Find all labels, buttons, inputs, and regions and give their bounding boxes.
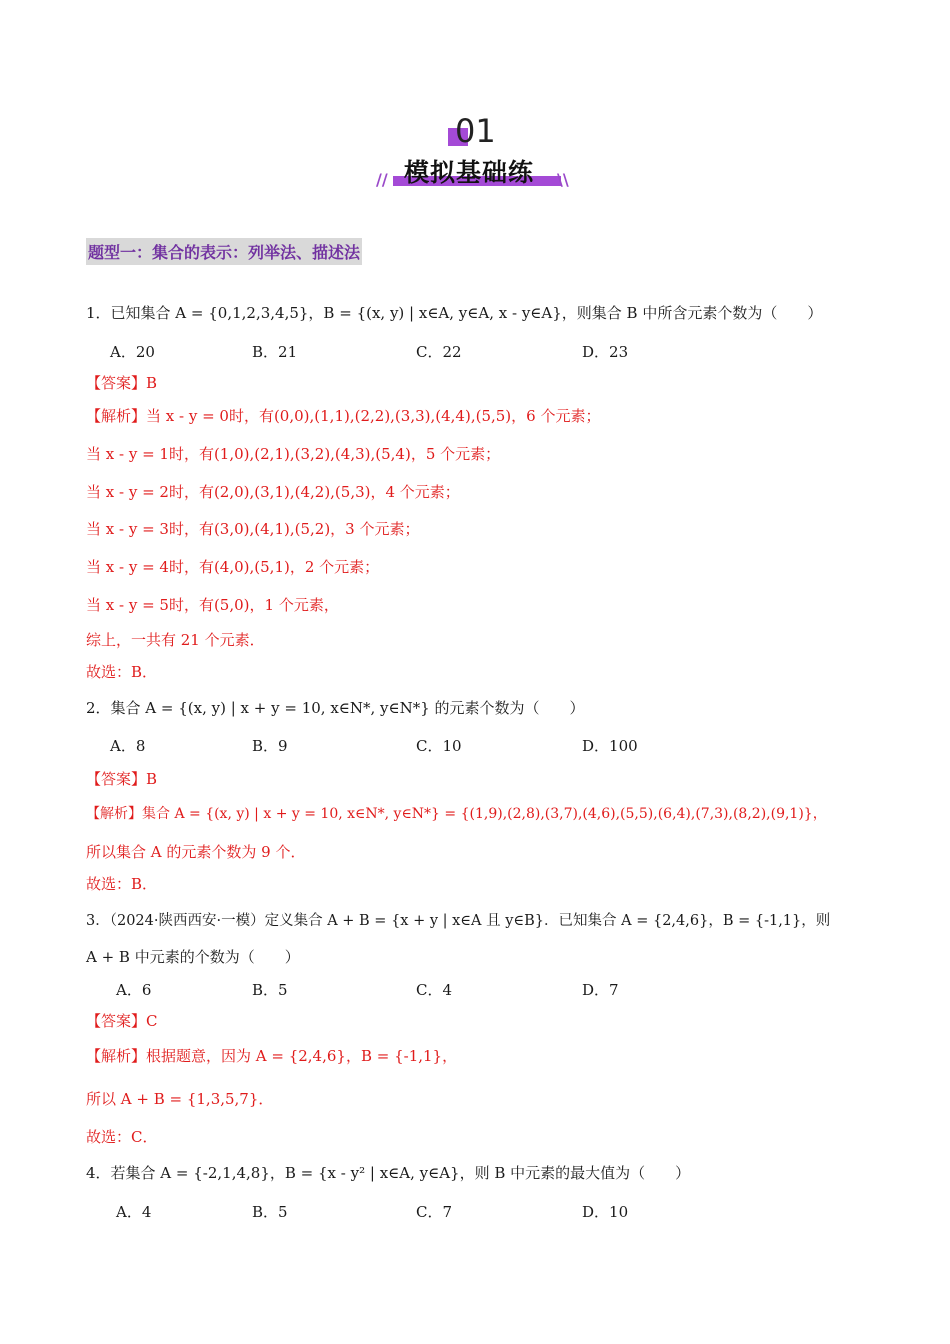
q1-analysis-line: 当 x - y = 2时，有(2,0),(3,1),(4,2),(5,3)，4 个元素； — [86, 483, 460, 501]
q1-analysis-line: 当 x - y = 4时，有(4,0),(5,1)，2 个元素； — [86, 558, 380, 576]
q1-analysis-line: 【解析】当 x - y = 0时，有(0,0),(1,1),(2,2),(3,3),(4,4),(5,5)，6 个元素； — [86, 407, 601, 425]
q1-answer: 【答案】B — [86, 374, 158, 392]
q1-analysis-line: 当 x - y = 1时，有(1,0),(2,1),(3,2),(4,3),(5,4)，5 个元素； — [86, 445, 501, 463]
right-slash-decoration: \\ — [557, 170, 569, 189]
q2-option-d: D．100 — [582, 737, 638, 755]
q1-option-c: C．22 — [416, 343, 462, 361]
q3-answer: 【答案】C — [86, 1012, 158, 1030]
q2-conclusion: 故选：B． — [86, 875, 158, 893]
q1-analysis-line: 当 x - y = 3时，有(3,0),(4,1),(5,2)，3 个元素； — [86, 520, 420, 538]
q4-option-b: B．5 — [252, 1203, 288, 1221]
q4-option-a: A．4 — [116, 1203, 152, 1221]
q1-option-b: B．21 — [252, 343, 298, 361]
q3-option-c: C．4 — [416, 981, 453, 999]
q1-summary: 综上，一共有 21 个元素． — [86, 631, 265, 649]
question-2-stem: 2．集合 A = {(x, y) | x + y = 10, x∈N*, y∈N*} 的元素个数为（ ） — [86, 699, 585, 717]
q1-conclusion: 故选：B． — [86, 663, 158, 681]
question-4-stem: 4．若集合 A = {-2,1,4,8}，B = {x - y² | x∈A, y∈A}，则 B 中元素的最大值为（ ） — [86, 1164, 691, 1182]
question-3-stem-continued: A + B 中元素的个数为（ ） — [86, 948, 300, 966]
q4-option-c: C．7 — [416, 1203, 453, 1221]
q2-answer: 【答案】B — [86, 770, 158, 788]
q2-analysis-line: 所以集合 A 的元素个数为 9 个． — [86, 843, 306, 861]
q1-option-a: A．20 — [110, 343, 155, 361]
q2-option-a: A．8 — [110, 737, 146, 755]
q1-analysis-line: 当 x - y = 5时，有(5,0)，1 个元素， — [86, 596, 339, 614]
q3-analysis-line: 【解析】根据题意，因为 A = {2,4,6}，B = {-1,1}， — [86, 1047, 458, 1065]
q3-analysis-line: 所以 A + B = {1,3,5,7}． — [86, 1090, 274, 1108]
page-title: 模拟基础练 — [404, 158, 535, 187]
section-number: 01 — [455, 112, 496, 150]
q3-option-b: B．5 — [252, 981, 288, 999]
q3-option-d: D．7 — [582, 981, 619, 999]
q1-option-d: D．23 — [582, 343, 629, 361]
q3-conclusion: 故选：C． — [86, 1128, 158, 1146]
q4-option-d: D．10 — [582, 1203, 629, 1221]
q2-analysis-line: 【解析】集合 A = {(x, y) | x + y = 10, x∈N*, y∈N*} = {(1,9),(2,8),(3,7),(4,6),(5,5),(6,4),(7,3),(8,2),(9,1)}， — [86, 806, 827, 822]
question-1-stem: 1．已知集合 A = {0,1,2,3,4,5}，B = {(x, y) | x∈A, y∈A, x - y∈A}，则集合 B 中所含元素个数为（ ） — [86, 304, 823, 322]
section-heading: 题型一：集合的表示：列举法、描述法 — [86, 238, 362, 265]
q3-option-a: A．6 — [116, 981, 152, 999]
q2-option-b: B．9 — [252, 737, 288, 755]
q2-option-c: C．10 — [416, 737, 462, 755]
question-3-stem: 3．（2024·陕西西安·一模）定义集合 A + B = {x + y | x∈A 且 y∈B}．已知集合 A = {2,4,6}，B = {-1,1}，则 — [86, 913, 831, 929]
left-slash-decoration: // — [376, 170, 388, 189]
